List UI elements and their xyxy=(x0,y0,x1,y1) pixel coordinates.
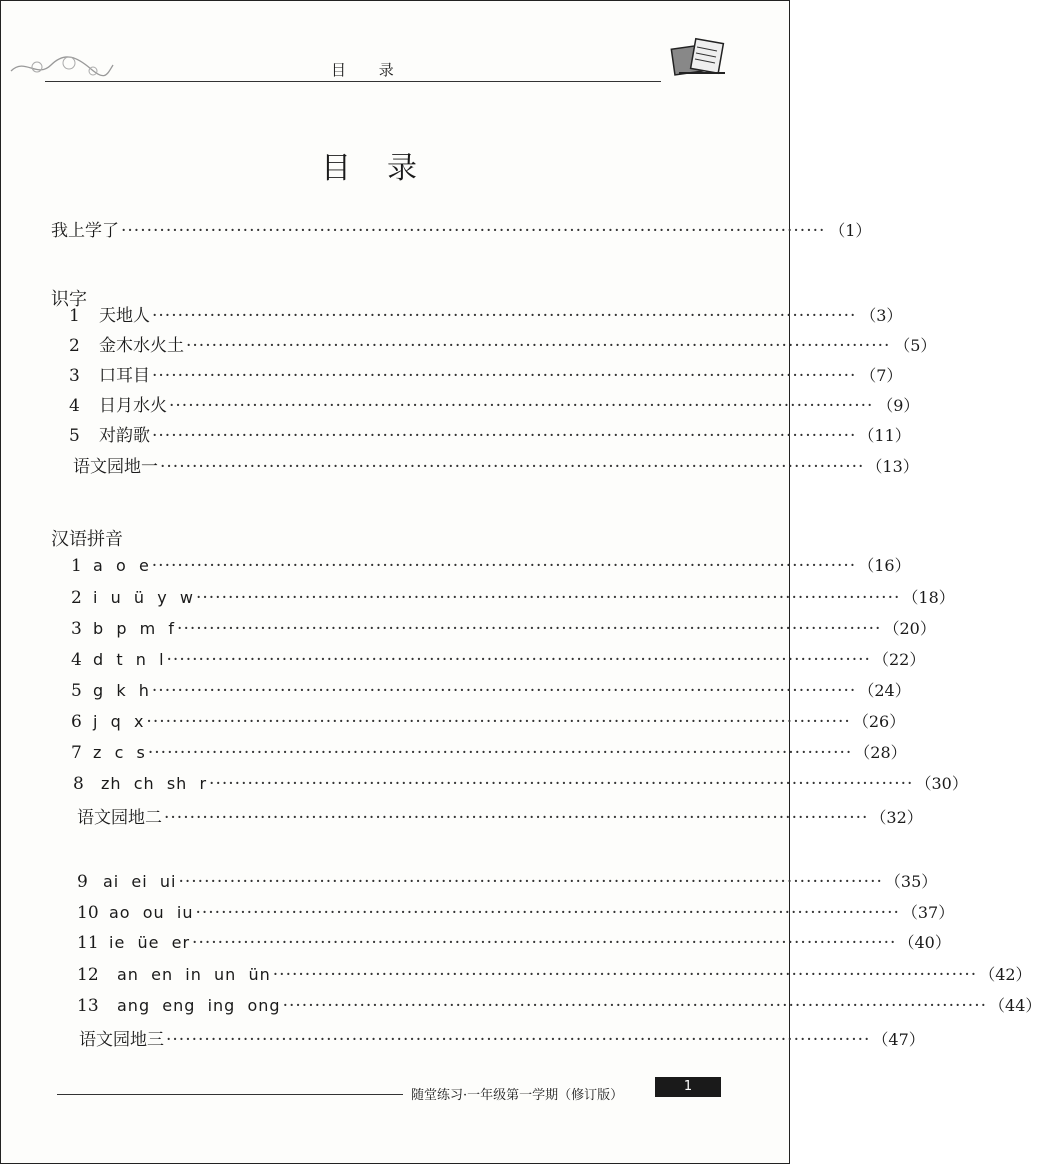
toc-entry[interactable] xyxy=(77,869,938,895)
toc-entry-label: 语文园地三 xyxy=(79,1030,164,1050)
leader-dots: ·············································································································· xyxy=(178,872,883,892)
toc-entry-page: （16） xyxy=(858,556,911,575)
toc-entry-number: 3 xyxy=(69,366,80,386)
header-rule xyxy=(45,81,661,82)
toc-entry-label: an en in un ün xyxy=(117,965,271,984)
toc-entry-page: （24） xyxy=(858,681,911,700)
leader-dots: ·············································································································· xyxy=(195,588,901,608)
toc-entry[interactable] xyxy=(71,647,926,673)
toc-entry[interactable] xyxy=(69,363,903,389)
footer-book-title: 随堂练习·一年级第一学期（修订版） xyxy=(411,1088,624,1103)
toc-entry-label: 语文园地二 xyxy=(77,808,162,828)
toc-entry-number: 2 xyxy=(69,336,80,356)
books-icon xyxy=(669,33,731,81)
toc-entry-page: （40） xyxy=(898,933,951,952)
toc-entry-label: g k h xyxy=(93,681,150,700)
page-title: 目录 xyxy=(321,151,453,186)
toc-entry-label: a o e xyxy=(93,556,150,575)
toc-entry-page: （18） xyxy=(902,588,955,607)
toc-entry-number: 2 xyxy=(71,588,82,608)
section-heading-literacy: 识字 xyxy=(51,289,87,310)
toc-entry-page: （5） xyxy=(894,336,937,355)
toc-entry-page: （26） xyxy=(852,712,906,731)
page-number: 1 xyxy=(655,1077,721,1097)
leader-dots: ·············································································································· xyxy=(147,743,853,763)
toc-entry-page: （37） xyxy=(901,903,955,922)
toc-entry-page: （47） xyxy=(872,1030,925,1049)
toc-entry-label: z c s xyxy=(93,743,146,762)
leader-dots: ·············································································································· xyxy=(121,221,826,241)
toc-entry-label: ai ei ui xyxy=(103,872,177,891)
toc-entry-page: （30） xyxy=(915,774,968,793)
toc-entry-number: 4 xyxy=(69,396,80,416)
toc-entry-label: 我上学了 xyxy=(51,221,119,241)
toc-entry-page: （28） xyxy=(854,743,907,762)
toc-entry-number: 12 xyxy=(77,965,99,985)
leader-dots: ·············································································································· xyxy=(192,933,897,953)
toc-entry-label: 日月水火 xyxy=(99,396,167,416)
toc-entry-label: b p m f xyxy=(93,619,176,638)
toc-entry[interactable] xyxy=(71,678,911,704)
running-header-title: 目 录 xyxy=(331,61,408,79)
toc-entry[interactable] xyxy=(71,709,906,735)
leader-dots: ·············································································································· xyxy=(151,556,857,576)
toc-entry[interactable] xyxy=(69,303,903,329)
toc-entry-label: 对韵歌 xyxy=(99,426,150,446)
toc-entry-page: （13） xyxy=(866,457,919,476)
toc-entry[interactable] xyxy=(69,423,911,449)
leader-dots: ·············································································································· xyxy=(186,336,891,356)
toc-entry-label: d t n l xyxy=(93,650,165,669)
toc-entry-number: 5 xyxy=(71,681,82,701)
toc-entry[interactable] xyxy=(69,393,920,419)
toc-entry-number: 6 xyxy=(71,712,82,732)
toc-entry-page: （32） xyxy=(870,808,923,827)
toc-entry-page: （22） xyxy=(872,650,926,669)
toc-entry-number: 3 xyxy=(71,619,82,639)
toc-entry[interactable] xyxy=(77,900,955,926)
leader-dots: ·············································································································· xyxy=(169,396,874,416)
section-heading-pinyin: 汉语拼音 xyxy=(51,529,123,550)
toc-entry-label: i u ü y w xyxy=(93,588,194,607)
toc-entry-review[interactable] xyxy=(73,454,919,480)
toc-entry-number: 5 xyxy=(69,426,80,446)
toc-entry-number: 4 xyxy=(71,650,82,670)
footer-rule xyxy=(57,1094,403,1095)
toc-entry-page: （11） xyxy=(858,426,911,445)
toc-entry[interactable] xyxy=(77,962,1032,988)
leader-dots: ·············································································································· xyxy=(195,903,900,923)
toc-entry-number: 7 xyxy=(71,743,82,763)
toc-entry[interactable] xyxy=(71,740,907,766)
toc-entry-label: ang eng ing ong xyxy=(117,996,281,1015)
toc-entry-label: ie üe er xyxy=(109,933,191,952)
toc-entry-number: 11 xyxy=(77,933,99,953)
toc-entry[interactable] xyxy=(71,616,936,642)
toc-entry-page: （35） xyxy=(884,872,938,891)
toc-entry-page: （1） xyxy=(829,221,872,240)
floral-ornament-icon xyxy=(7,49,117,85)
leader-dots: ·············································································································· xyxy=(272,965,978,985)
toc-entry-page: （44） xyxy=(989,996,1041,1015)
toc-entry-page: （9） xyxy=(877,396,920,415)
toc-entry-label: 天地人 xyxy=(99,306,150,326)
toc-entry[interactable] xyxy=(77,930,951,956)
toc-entry-number: 9 xyxy=(77,872,88,892)
toc-entry-label: zh ch sh r xyxy=(101,774,208,793)
leader-dots: ·············································································································· xyxy=(166,1030,871,1050)
toc-entry-label: j q x xyxy=(93,712,145,731)
leader-dots: ·············································································································· xyxy=(160,457,865,477)
toc-entry-label: 口耳目 xyxy=(99,366,150,386)
leader-dots: ·············································································································· xyxy=(164,808,869,828)
toc-entry-label: 金木水火土 xyxy=(99,336,184,356)
toc-entry-page: （7） xyxy=(860,366,903,385)
toc-entry-page: （20） xyxy=(883,619,936,638)
toc-entry[interactable] xyxy=(69,333,937,359)
toc-entry-page: （3） xyxy=(860,306,903,325)
leader-dots: ·············································································································· xyxy=(177,619,882,639)
toc-entry-number: 10 xyxy=(77,903,99,923)
leader-dots: ·············································································································· xyxy=(152,426,857,446)
toc-entry-review[interactable] xyxy=(77,805,923,831)
toc-entry-number: 1 xyxy=(69,306,80,326)
toc-entry[interactable] xyxy=(71,585,955,611)
toc-entry-label: ao ou iu xyxy=(109,903,194,922)
leader-dots: ·············································································································· xyxy=(146,712,851,732)
toc-entry-number: 13 xyxy=(77,996,99,1016)
toc-entry[interactable] xyxy=(73,771,968,797)
toc-entry-number: 1 xyxy=(71,556,82,576)
toc-entry-label: 语文园地一 xyxy=(73,457,158,477)
leader-dots: ·············································································································· xyxy=(282,996,988,1016)
toc-entry-page: （42） xyxy=(979,965,1032,984)
toc-entry-review[interactable] xyxy=(79,1027,925,1053)
leader-dots: ·············································································································· xyxy=(209,774,914,794)
leader-dots: ·············································································································· xyxy=(152,306,857,326)
leader-dots: ·············································································································· xyxy=(151,681,857,701)
leader-dots: ·············································································································· xyxy=(166,650,871,670)
leader-dots: ·············································································································· xyxy=(152,366,857,386)
toc-entry[interactable] xyxy=(71,553,911,579)
toc-entry-intro[interactable] xyxy=(51,218,872,244)
toc-entry[interactable] xyxy=(77,993,1041,1019)
toc-entry-number: 8 xyxy=(73,774,84,794)
